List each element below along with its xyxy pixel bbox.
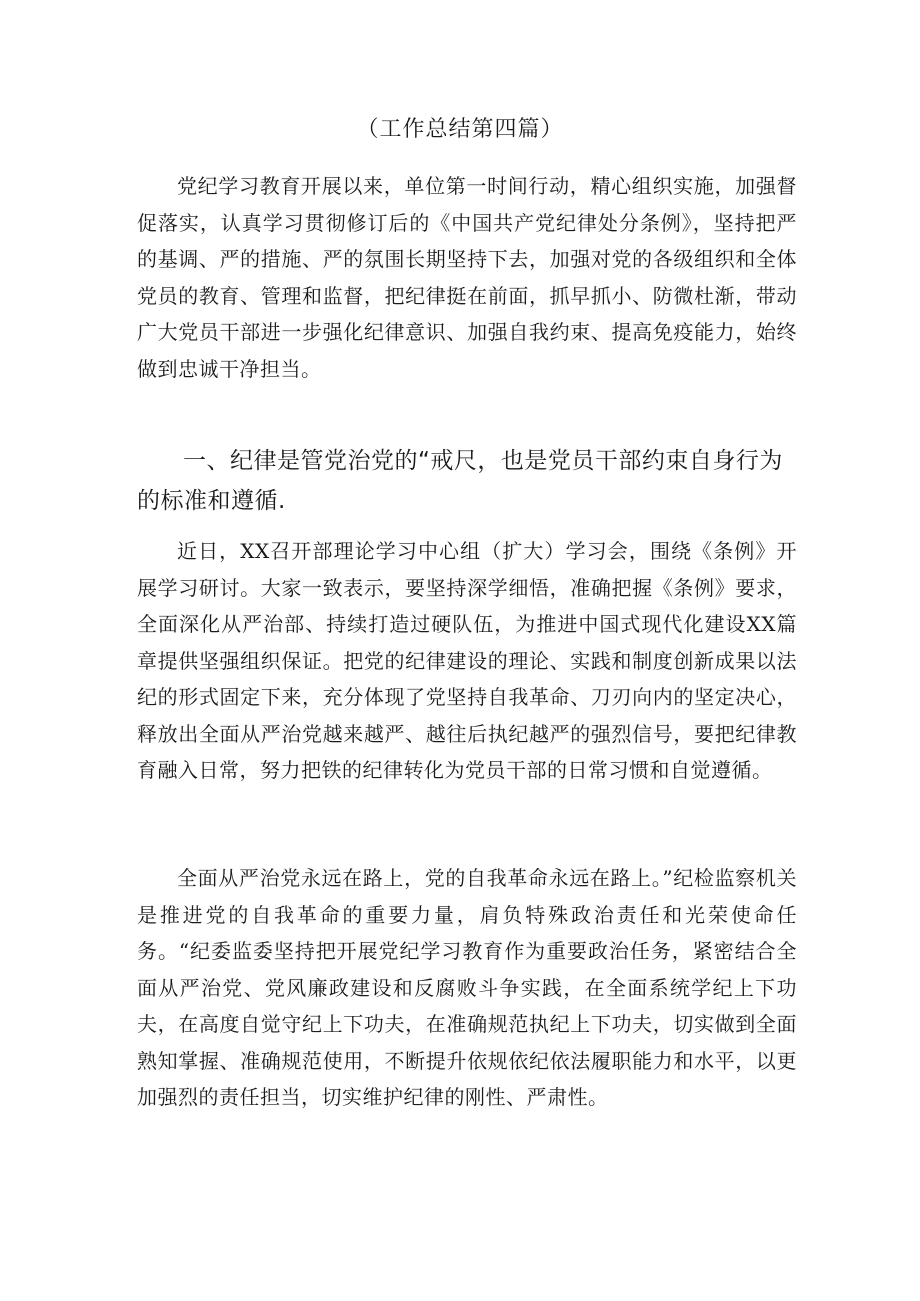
body-paragraph: 近日，XX召开部理论学习中心组（扩大）学习会，围绕《条例》开展学习研讨。大家一致表示，要坚持深学细悟，准确把握《条例》要求，全面深化从严治部、持续打造过硬队伍，为推进中国式现代化建设XX篇章提供坚强组织保证。把党的纪律建设的理论、实践和制度创新成果以法纪的形式固定下来，充分体现了党坚持自我革命、刀刃向内的坚定决心，释放出全面从严治党越来越严、越往后执纪越严的强烈信号，要把纪律教育融入日常，努力把铁的纪律转化为党员干部的日常习惯和自觉遵循。 (137, 539, 797, 782)
document-title: （工作总结第四篇） (356, 117, 564, 142)
body-paragraph: 全面从严治党永远在路上，党的自我革命永远在路上。”纪检监察机关是推进党的自我革命的重要力量，肩负特殊政治责任和光荣使命任务。“纪委监委坚持把开展党纪学习教育作为重要政治任务，紧密结合全面从严治党、党风廉政建设和反腐败斗争实践，在全面系统学纪上下功夫，在高度自觉守纪上下功夫，在准确规范执纪上下功夫，切实做到全面熟知掌握、准确规范使用，不断提升依规依纪依法履职能力和水平，以更加强烈的责任担当，切实维护纪律的刚性、严肃性。 (137, 866, 797, 1109)
body-paragraph: 党纪学习教育开展以来，单位第一时间行动，精心组织实施，加强督促落实，认真学习贯彻修订后的《中国共产党纪律处分条例》，坚持把严的基调、严的措施、严的氛围长期坚持下去，加强对党的各级组织和全体党员的教育、管理和监督，把纪律挺在前面，抓早抓小、防微杜渐，带动广大党员干部进一步强化纪律意识、加强自我约束、提高免疫能力，始终做到忠诚干净担当。 (137, 174, 797, 381)
section-heading: 一、纪律是管党治党的“戒尺，也是党员干部约束自身行为的标准和遵循. (137, 448, 783, 514)
